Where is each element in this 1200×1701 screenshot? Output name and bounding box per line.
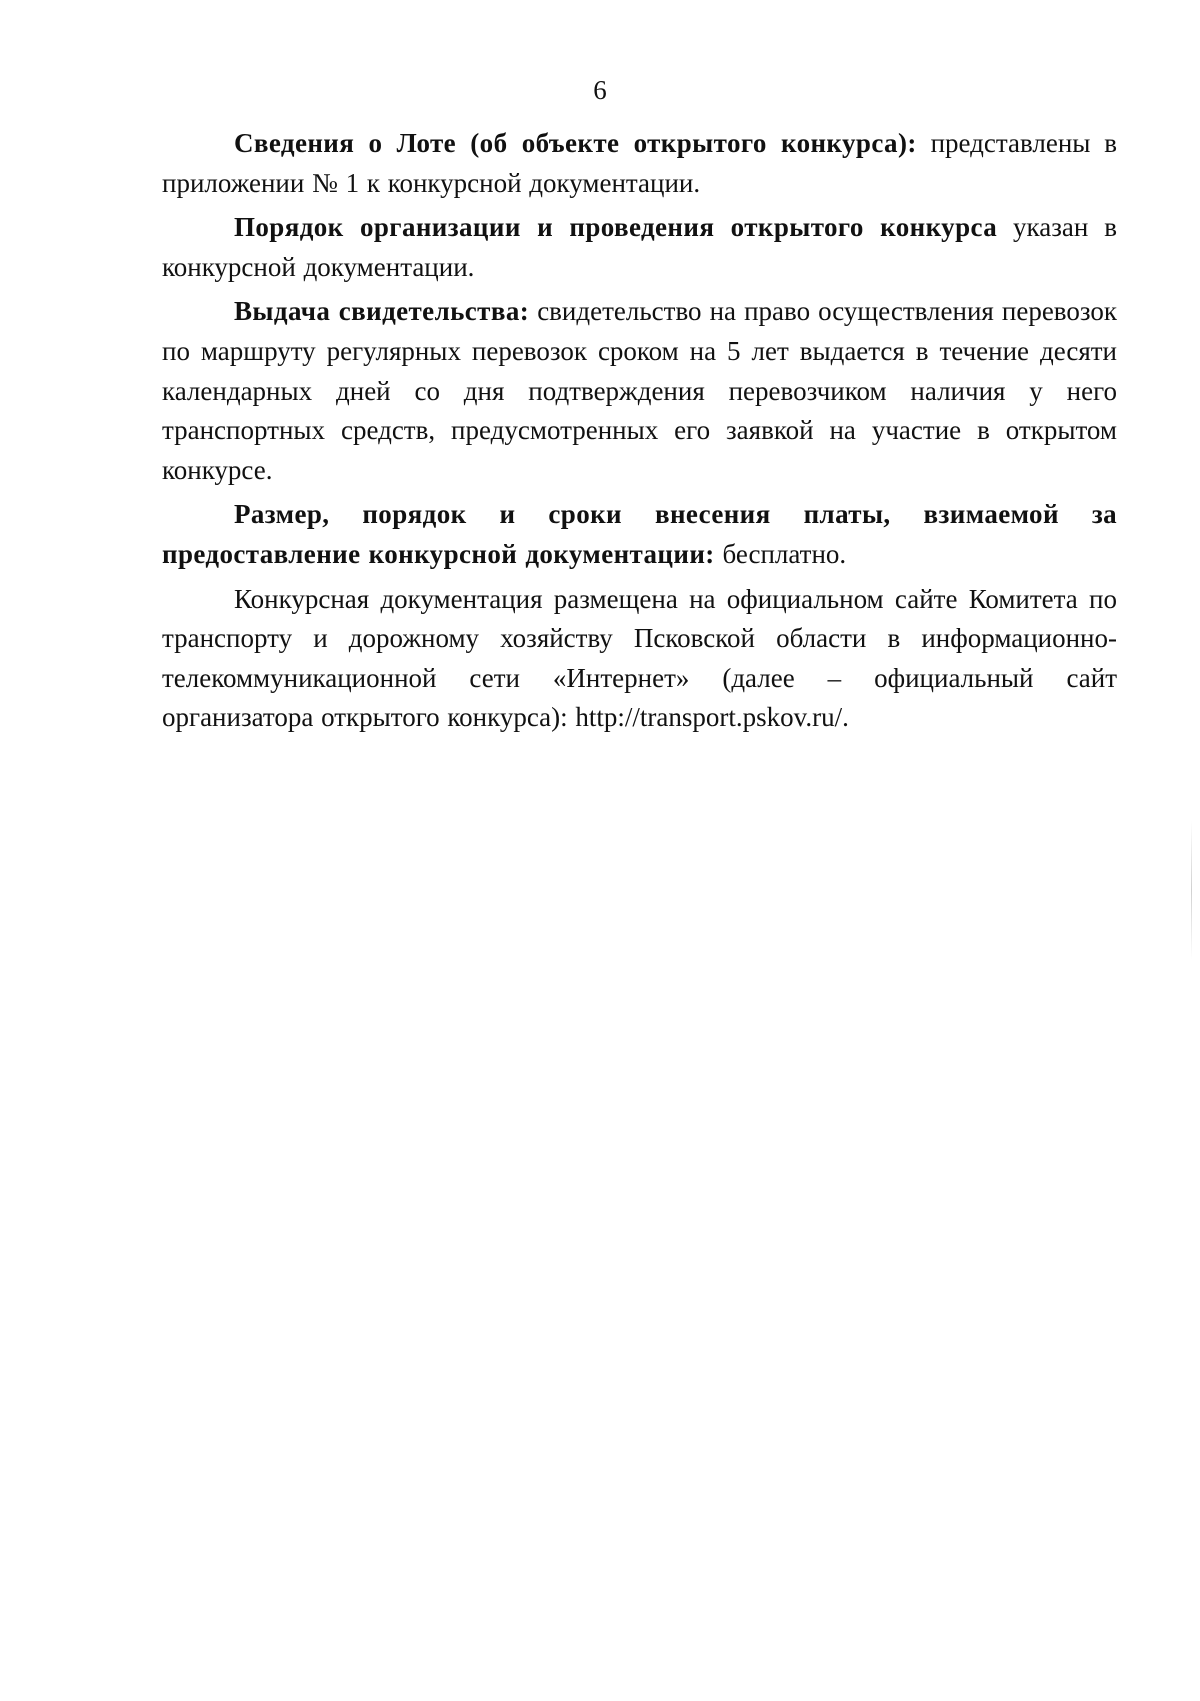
paragraph-website — [162, 580, 1117, 738]
paragraph-website-text: Конкурсная документация размещена на официальном сайте Комитета по транспорту и дорожному хозяйству Псковской области в информационно-телекоммуникационной сети «Интернет» (далее – официальный сайт организатора открытого конкурса): http://transport.pskov.ru/. — [162, 583, 1117, 733]
paragraph-procedure-text: указан в конкурсной документации. — [162, 212, 1117, 282]
paragraph-procedure — [162, 208, 1117, 287]
paragraph-procedure-heading: Порядок организации и проведения открытого конкурса — [234, 212, 998, 243]
paragraph-certificate-heading: Выдача свидетельства: — [234, 296, 530, 327]
scan-edge-mark — [1191, 820, 1192, 960]
paragraph-lot-info — [162, 124, 1117, 203]
page-number: 6 — [593, 75, 607, 105]
paragraph-lot-info-heading: Сведения о Лоте (об объекте открытого конкурса): — [234, 128, 917, 158]
paragraph-fee-heading: Размер, порядок и сроки внесения платы, взимаемой за предоставление конкурсной документации: — [162, 499, 1117, 569]
paragraph-certificate-text: свидетельство на право осуществления перевозок по маршруту регулярных перевозок сроком на 5 лет выдается в течение десяти календарных дней со дня подтверждения перевозчиком наличия у него транспортных средств, предусмотренных его заявкой на участие в открытом конкурсе. — [162, 296, 1117, 485]
paragraph-lot-info-text: представлены в приложении № 1 к конкурсной документации. — [162, 128, 1117, 198]
paragraph-fee-text: бесплатно. — [714, 538, 847, 569]
paragraph-fee — [162, 495, 1117, 574]
paragraph-certificate — [162, 292, 1117, 490]
document-body — [162, 124, 1117, 743]
